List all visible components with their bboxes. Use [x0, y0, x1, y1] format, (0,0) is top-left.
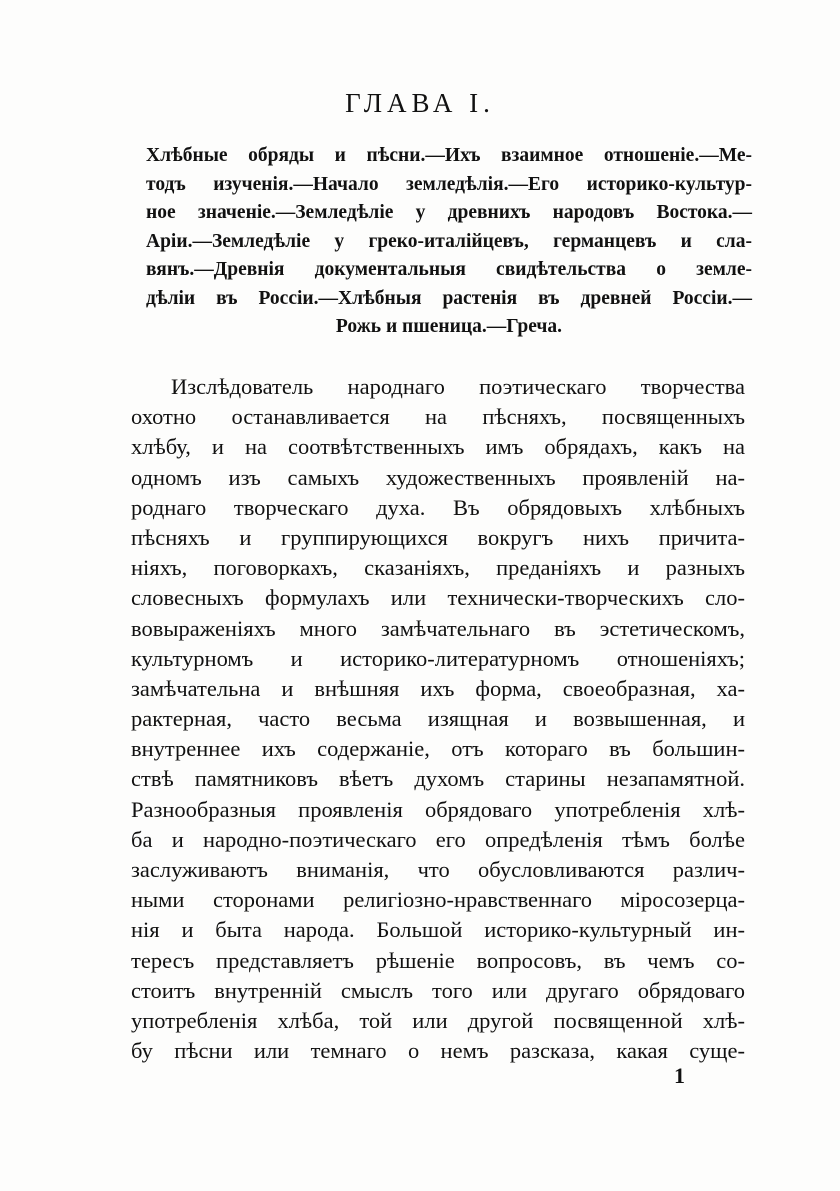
body-line: бу пѣсни или темнаго о немъ разсказа, какая суще- [131, 1038, 745, 1064]
summary-line: Аріи.—Земледѣліе у греко-италійцевъ, германцевъ и сла- [146, 230, 752, 252]
body-line: вовыраженіяхъ много замѣчательнаго въ эстетическомъ, [131, 615, 745, 641]
body-line: одномъ изъ самыхъ художественныхъ проявленій на- [131, 464, 745, 490]
body-line: тересъ представляетъ рѣшеніе вопросовъ, въ чемъ со- [131, 947, 745, 973]
body-line: внутреннее ихъ содержаніе, отъ котораго въ большин- [131, 736, 745, 762]
summary-line: дѣліи въ Россіи.—Хлѣбныя растенія въ древней Россіи.— [146, 287, 752, 309]
body-line: употребленія хлѣба, той или другой посвященной хлѣ- [131, 1007, 745, 1033]
body-line: пѣсняхъ и группирующихся вокругъ нихъ причита- [131, 524, 745, 550]
summary-line: тодъ изученія.—Начало земледѣлія.—Его историко-культур- [146, 173, 752, 195]
page-number: 1 [674, 1063, 685, 1088]
body-line: ствѣ памятниковъ вѣетъ духомъ старины незапамятной. [131, 766, 745, 792]
chapter-summary [146, 142, 752, 342]
body-line: словесныхъ формулахъ или технически-творческихъ сло- [131, 585, 745, 611]
body-paragraph [131, 372, 745, 1066]
body-line: замѣчательна и внѣшняя ихъ форма, своеобразная, ха- [131, 675, 745, 701]
body-line: роднаго творческаго духа. Въ обрядовыхъ хлѣбныхъ [131, 494, 745, 520]
body-line: нія и быта народа. Большой историко-культурный ин- [131, 917, 745, 943]
body-line: охотно останавливается на пѣсняхъ, посвященныхъ [131, 404, 745, 430]
summary-line: Хлѣбные обряды и пѣсни.—Ихъ взаимное отношеніе.—Ме- [146, 145, 752, 166]
body-line: ными сторонами религіозно-нравственнаго міросозерца- [131, 887, 745, 913]
summary-line: вянъ.—Древнія документальныя свидѣтельства о земле- [146, 259, 752, 280]
body-line: ба и народно-поэтическаго его опредѣленія тѣмъ болѣе [131, 826, 745, 852]
body-line: Разнообразныя проявленія обрядоваго употребленія хлѣ- [131, 796, 745, 822]
body-line: стоитъ внутренній смыслъ того или другаго обрядоваго [131, 977, 745, 1003]
summary-line: ное значеніе.—Земледѣліе у древнихъ народовъ Востока.— [146, 202, 752, 223]
body-line: Изслѣдователь народнаго поэтическаго творчества [171, 374, 745, 399]
body-line: ніяхъ, поговоркахъ, сказаніяхъ, преданіяхъ и разныхъ [131, 555, 745, 581]
body-line: культурномъ и историко-литературномъ отношеніяхъ; [131, 645, 745, 671]
body-line: заслуживаютъ вниманія, что обусловливаются различ- [131, 857, 745, 882]
body-line: хлѣбу, и на соотвѣтственныхъ имъ обрядахъ, какъ на [131, 434, 745, 460]
summary-line: Рожь и пшеница.—Греча. [335, 316, 563, 337]
body-line: рактерная, часто весьма изящная и возвышенная, и [131, 706, 745, 732]
chapter-title: ГЛАВА I. [345, 88, 495, 118]
